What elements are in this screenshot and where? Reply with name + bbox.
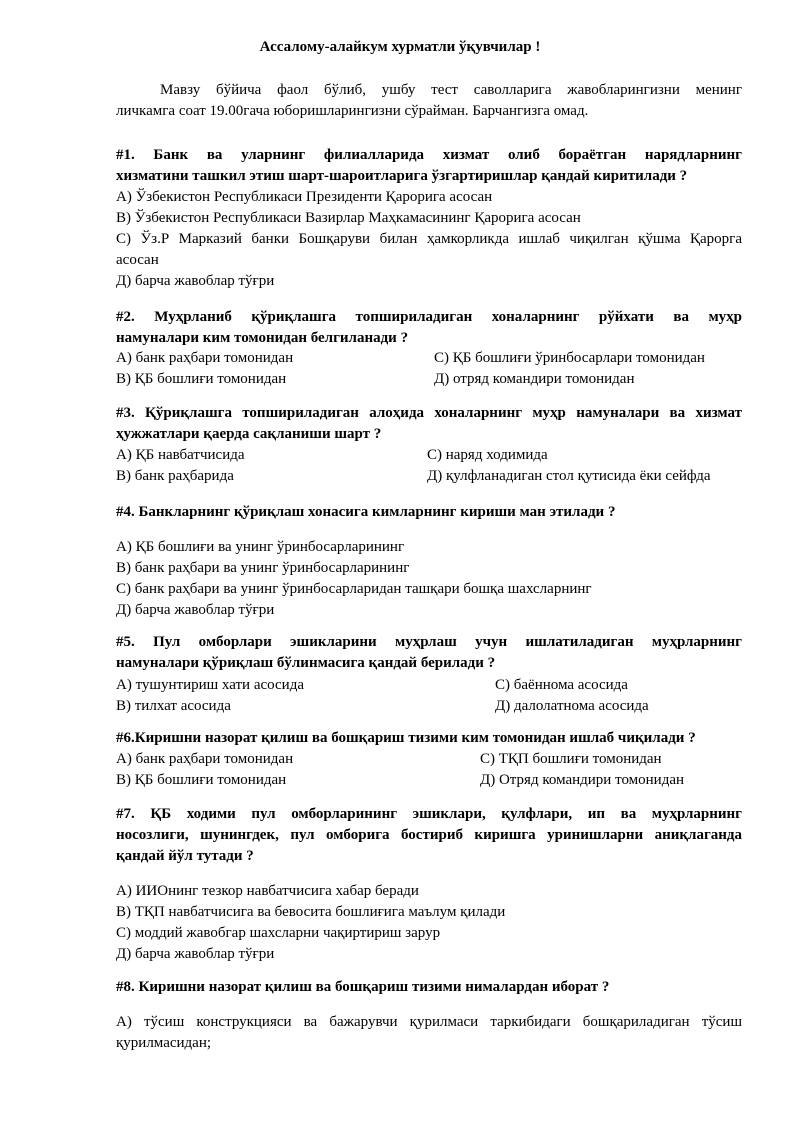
intro-paragraph (116, 80, 742, 122)
answer-option: Д) барча жавоблар тўғри (116, 602, 275, 618)
answer-option: С) ҚБ бошлиғи ўринбосарлари томонидан (434, 350, 705, 366)
question-3 (116, 403, 742, 445)
answer-option (116, 229, 742, 271)
intro-line: Мавзу бўйича фаол бўлиб, ушбу тест саволларига жавобларингизни менинг (160, 82, 742, 98)
question-6: #6.Киришни назорат қилиш ва бошқариш тизими ким томонидан ишлаб чиқилади ? (116, 730, 696, 746)
question-text: #1. Банк ва уларнинг филиалларида хизмат олиб бораётган нарядларнинг (116, 147, 742, 163)
question-text: ҳужжатлари қаерда сақланиши шарт ? (116, 426, 382, 442)
question-2 (116, 307, 742, 349)
question-1 (116, 145, 742, 187)
question-text: #3. Қўриқлашга топшириладиган алоҳида хоналарнинг муҳр намуналари ва хизмат (116, 405, 742, 421)
question-text: намуналари қўриқлаш бўлинмасига қандай берилади ? (116, 655, 496, 671)
answer-option: А) Ўзбекистон Республикаси Президенти Қарорига асосан (116, 189, 493, 205)
answer-option: А) ИИОнинг тезкор навбатчисига хабар беради (116, 883, 419, 899)
answer-option: Д) отряд командири томонидан (434, 371, 635, 387)
answer-option: А) тушунтириш хати асосида (116, 677, 304, 693)
answer-option (116, 1012, 742, 1054)
answer-text: қурилмасидан; (116, 1035, 212, 1051)
question-text: #2. Муҳрланиб қўриқлашга топшириладиган хоналарнинг рўйхати ва муҳр (116, 309, 742, 325)
answer-option: С) моддий жавобгар шахсларни чақиртириш зарур (116, 925, 441, 941)
question-text: намуналари ким томонидан белгиланади ? (116, 330, 409, 346)
answer-option: Д) далолатнома асосида (495, 698, 649, 714)
answer-text: асосан (116, 252, 159, 268)
answer-option: В) тилхат асосида (116, 698, 231, 714)
greeting-title: Ассалому-алайкум хурматли ўқувчилар ! (259, 39, 541, 55)
answer-option: С) банк раҳбари ва унинг ўринбосарларидан ташқари бошқа шахсларнинг (116, 581, 592, 597)
question-text: хизматини ташкил этиш шарт-шароитларига ўзгартиришлар қандай киритилади ? (116, 168, 688, 184)
answer-option: В) Ўзбекистон Республикаси Вазирлар Маҳкамасининг Қарорига асосан (116, 210, 581, 226)
question-7 (116, 804, 742, 867)
answer-option: В) банк раҳбари ва унинг ўринбосарларининг (116, 560, 410, 576)
answer-option: В) ҚБ бошлиғи томонидан (116, 772, 287, 788)
answer-option: Д) қулфланадиган стол қутисида ёки сейфда (427, 468, 711, 484)
question-text: #7. ҚБ ходими пул омборларининг эшиклари, қулфлари, ип ва муҳрларнинг (116, 806, 742, 822)
question-8: #8. Киришни назорат қилиш ва бошқариш тизими нималардан иборат ? (116, 979, 610, 995)
answer-text: А) тўсиш конструкцияси ва бажарувчи қурилмаси таркибидаги бошқариладиган тўсиш (116, 1014, 742, 1030)
answer-option: С) ТҚП бошлиғи томонидан (480, 751, 662, 767)
answer-option: А) банк раҳбари томонидан (116, 751, 294, 767)
answer-option: В) ТҚП навбатчисига ва бевосита бошлиғига маълум қилади (116, 904, 506, 920)
answer-option: С) наряд ходимида (427, 447, 548, 463)
question-text: носозлиги, шунингдек, пул омборига бостириб киришга уринишларни аниқлаганда (116, 827, 742, 843)
question-5 (116, 632, 742, 674)
answer-option: Д) барча жавоблар тўғри (116, 946, 275, 962)
intro-line: личкамга соат 19.00гача юборишларингизни сўрайман. Барчангизга омад. (116, 103, 589, 119)
answer-option: Д) барча жавоблар тўғри (116, 273, 275, 289)
answer-text: С) Ўз.Р Марказий банки Бошқаруви билан ҳамкорликда ишлаб чиқилган қўшма Қарорга (116, 231, 742, 247)
question-text: қандай йўл тутади ? (116, 848, 254, 864)
answer-option: С) баённома асосида (495, 677, 628, 693)
answer-option: А) ҚБ бошлиғи ва унинг ўринбосарларининг (116, 539, 405, 555)
question-text: #5. Пул омборлари эшикларини муҳрлаш учун ишлатиладиган муҳрларнинг (116, 634, 742, 650)
answer-option: А) ҚБ навбатчисида (116, 447, 245, 463)
answer-option: В) банк раҳбарида (116, 468, 234, 484)
question-4: #4. Банкларнинг қўриқлаш хонасига кимларнинг кириши ман этилади ? (116, 504, 616, 520)
answer-option: Д) Отряд командири томонидан (480, 772, 685, 788)
answer-option: А) банк раҳбари томонидан (116, 350, 294, 366)
answer-option: В) ҚБ бошлиғи томонидан (116, 371, 287, 387)
